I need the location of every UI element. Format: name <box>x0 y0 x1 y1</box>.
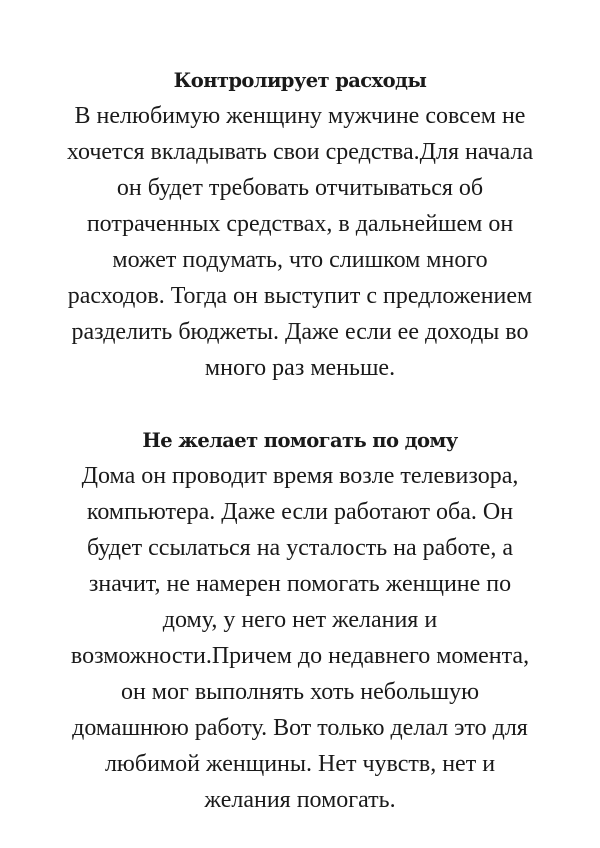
paragraph-line: расходов. Тогда он выступит с предложением <box>67 283 533 309</box>
paragraph-line: компьютера. Даже если работают оба. Он <box>86 499 514 525</box>
paragraph-line: будет ссылаться на усталость на работе, а <box>87 535 513 561</box>
paragraph-line: любимой женщины. Нет чувств, нет и <box>104 751 496 777</box>
paragraph-line: В нелюбимую женщину мужчине совсем не <box>74 103 526 129</box>
section-controls-expenses <box>10 64 590 386</box>
paragraph-line: может подумать, что слишком много <box>112 247 488 273</box>
section-heading: Контролирует расходы <box>173 69 427 92</box>
paragraph-line: он мог выполнять хоть небольшую <box>120 679 480 705</box>
section-no-housework <box>10 424 590 818</box>
paragraph-line: Дома он проводит время возле телевизора, <box>81 463 519 489</box>
paragraph-line: хочется вкладывать свои средства.Для начала <box>66 139 534 165</box>
paragraph-line: потраченных средствах, в дальнейшем он <box>86 211 514 237</box>
paragraph-line: он будет требовать отчитываться об <box>116 175 484 201</box>
paragraph-line: возможности.Причем до недавнего момента, <box>70 643 530 669</box>
paragraph-line: значит, не намерен помогать женщине по <box>88 571 512 597</box>
section-heading: Не желает помогать по дому <box>142 429 458 452</box>
paragraph-line: много раз меньше. <box>204 355 396 381</box>
paragraph-line: домашнюю работу. Вот только делал это для <box>72 715 528 741</box>
paragraph-line: желания помогать. <box>204 787 396 813</box>
paragraph-line: разделить бюджеты. Даже если ее доходы во <box>71 319 529 345</box>
paragraph-line: дому, у него нет желания и <box>162 607 438 633</box>
